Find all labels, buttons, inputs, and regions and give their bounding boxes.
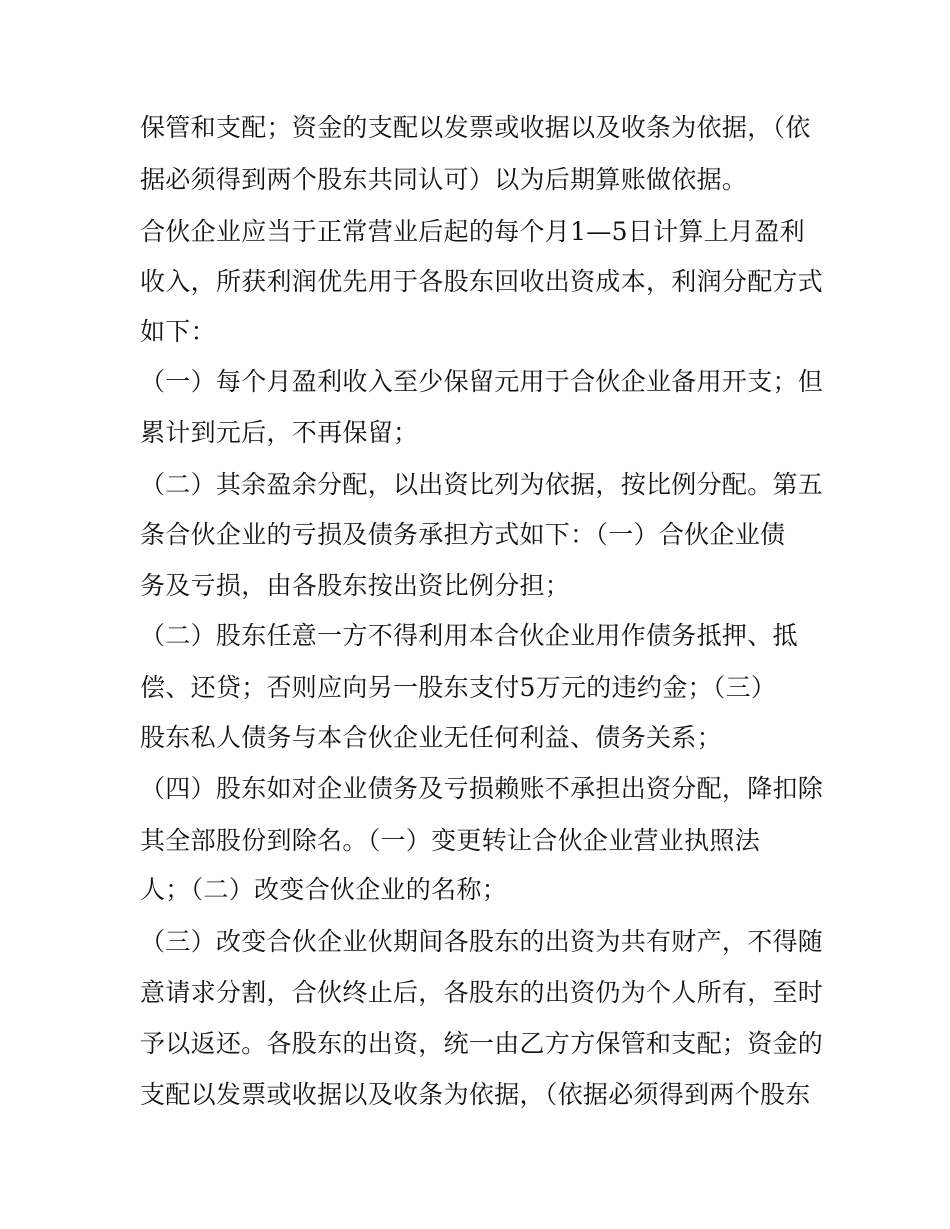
text-line: 收入，所获利润优先用于各股东回收出资成本，利润分配方式 [140, 267, 824, 296]
text-line: 条合伙企业的亏损及债务承担方式如下：（一）合伙企业债 [140, 520, 786, 549]
text-line: （一）每个月盈利收入至少保留元用于合伙企业备用开支；但 [140, 367, 824, 396]
text-line: （二）股东任意一方不得利用本合伙企业用作债务抵押、抵 [140, 621, 798, 650]
text-line: 如下： [140, 317, 216, 346]
text-line: 偿、还贷；否则应向另一股东支付5万元的违约金；（三） [140, 673, 777, 702]
text-line: （三）改变合伙企业伙期间各股东的出资为共有财产，不得随 [140, 927, 824, 956]
text-line: 人；（二）改变合伙企业的名称； [140, 875, 508, 904]
text-line: 合伙企业应当于正常营业后起的每个月1—5日计算上月盈利 [140, 217, 805, 246]
text-line: （二）其余盈余分配，以出资比列为依据，按比例分配。第五 [140, 470, 824, 499]
text-line: 股东私人债务与本合伙企业无任何利益、债务关系； [140, 723, 722, 752]
text-line: 保管和支配；资金的支配以发票或收据以及收条为依据，（依 [140, 113, 811, 142]
text-line: 累计到元后，不再保留； [140, 418, 419, 447]
text-line: 据必须得到两个股东共同认可）以为后期算账做依据。 [140, 165, 748, 194]
text-line: 支配以发票或收据以及收条为依据，（依据必须得到两个股东 [140, 1080, 811, 1109]
text-line: 其全部股份到除名。（一）变更转让合伙企业营业执照法 [140, 826, 761, 855]
text-line: 务及亏损，由各股东按出资比例分担； [140, 571, 571, 600]
text-line: （四）股东如对企业债务及亏损赖账不承担出资分配，降扣除 [140, 774, 824, 803]
text-line: 予以返还。各股东的出资，统一由乙方方保管和支配；资金的 [140, 1029, 824, 1058]
text-line: 意请求分割，合伙终止后，各股东的出资仍为个人所有，至时 [140, 978, 824, 1007]
